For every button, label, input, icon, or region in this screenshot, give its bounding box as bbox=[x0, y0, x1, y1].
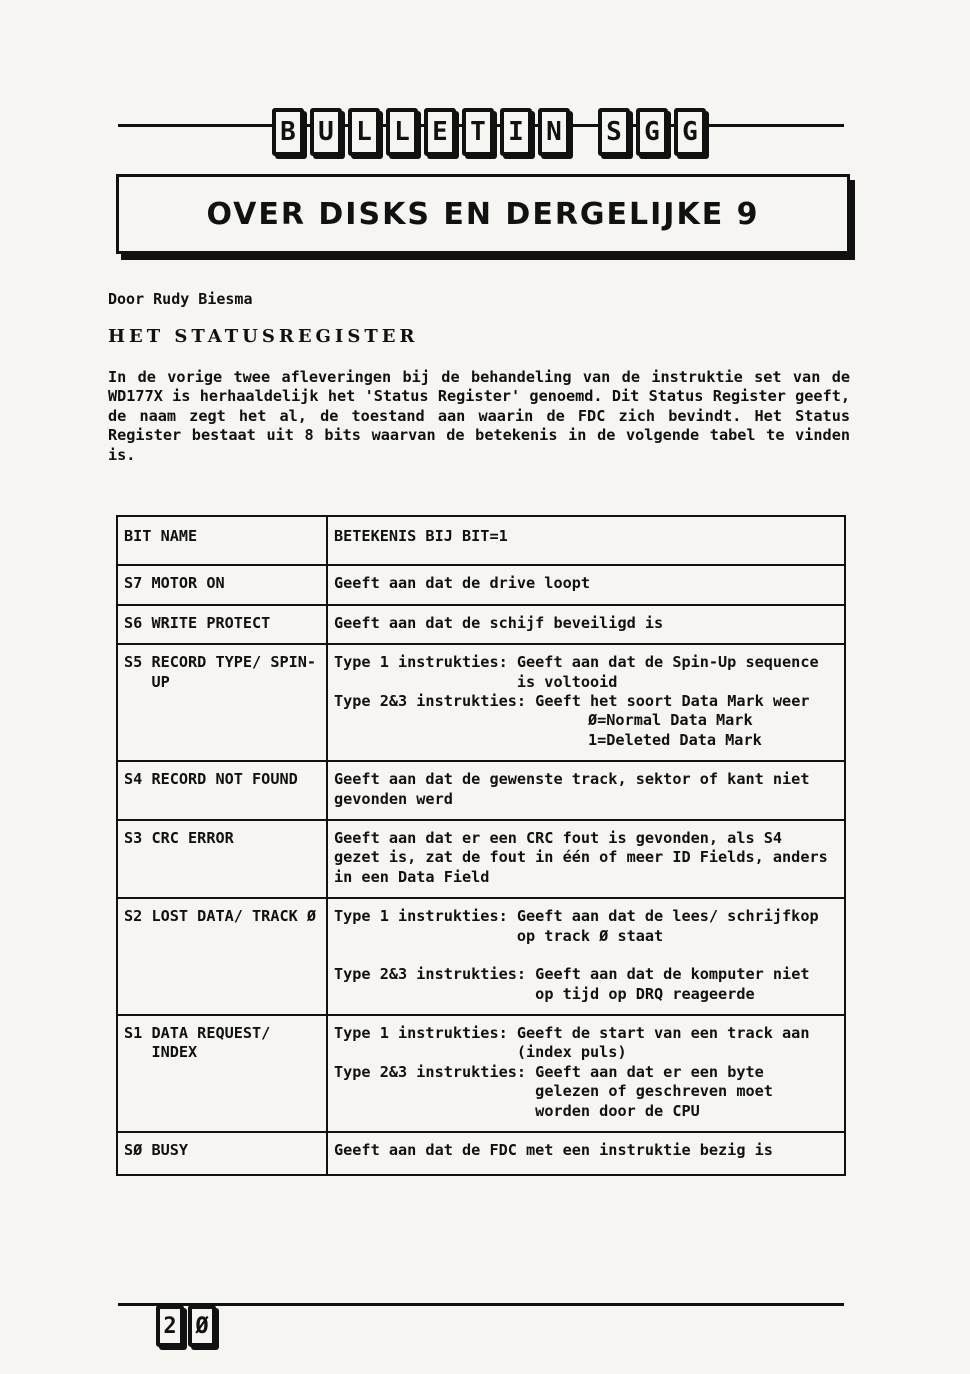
masthead-letter: S bbox=[598, 108, 630, 156]
type1-label: Type 1 instrukties: bbox=[334, 653, 517, 672]
intro-paragraph: In de vorige twee afleveringen bij de behandeling van de instruktie set van de WD177X is herhaaldelijk het 'Status Register' genoemd. Dit Status Register geeft, de naam zegt het al, de toestand aan waarin de FDC zich bevindt. Het Status Register bestaat uit 8 bits waarvan de betekenis in de volgende tabel te vinden is. bbox=[108, 368, 850, 464]
masthead-letter: G bbox=[636, 108, 668, 156]
type23-text: Geeft aan dat de komputer niet op tijd op DRQ reageerde bbox=[535, 965, 810, 1003]
bit-description: Geeft aan dat de FDC met een instruktie bezig is bbox=[327, 1132, 845, 1175]
page-number bbox=[156, 1305, 216, 1347]
article-title-box bbox=[116, 174, 850, 254]
bit-id: S1 bbox=[124, 1023, 143, 1042]
table-header-row bbox=[117, 516, 845, 565]
bit-id: S6 bbox=[124, 613, 143, 632]
article-title: OVER DISKS EN DERGELIJKE 9 bbox=[206, 196, 760, 232]
data-mark-deleted: 1=Deleted Data Mark bbox=[588, 730, 762, 749]
data-mark-normal: Ø=Normal Data Mark bbox=[588, 711, 753, 730]
type23-label: Type 2&3 instrukties: bbox=[334, 1062, 536, 1081]
table-row bbox=[117, 565, 845, 604]
bit-id: SØ bbox=[124, 1140, 143, 1159]
masthead-letter: N bbox=[538, 108, 570, 156]
masthead-logo bbox=[272, 108, 706, 156]
type23-label: Type 2&3 instrukties: bbox=[334, 692, 536, 711]
bit-name: WRITE PROTECT bbox=[151, 613, 271, 632]
table-row bbox=[117, 820, 845, 898]
section-heading: HET STATUSREGISTER bbox=[108, 326, 419, 347]
header-meaning: BETEKENIS BIJ BIT=1 bbox=[327, 516, 845, 565]
bit-description: Geeft aan dat de gewenste track, sektor of kant niet gevonden werd bbox=[327, 761, 845, 820]
bit-id: S7 bbox=[124, 574, 143, 593]
bit-id: S2 bbox=[124, 907, 143, 926]
masthead-letter: L bbox=[348, 108, 380, 156]
bottom-rule bbox=[118, 1303, 844, 1306]
bit-description: Geeft aan dat er een CRC fout is gevonden, als S4 gezet is, zat de fout in één of meer ID Fields, anders in een Data Field bbox=[327, 820, 845, 898]
type23-text: Geeft aan dat er een byte gelezen of geschreven moet worden door de CPU bbox=[535, 1062, 773, 1120]
masthead-letter: U bbox=[310, 108, 342, 156]
table-row bbox=[117, 761, 845, 820]
table-row bbox=[117, 605, 845, 644]
bit-name: BUSY bbox=[151, 1140, 189, 1159]
masthead-letter: B bbox=[272, 108, 304, 156]
status-register-table bbox=[116, 515, 846, 1176]
table-row bbox=[117, 644, 845, 761]
bit-id: S5 bbox=[124, 653, 143, 672]
page-digit: Ø bbox=[188, 1305, 216, 1347]
type1-label: Type 1 instrukties: bbox=[334, 1023, 517, 1042]
author-line: Door Rudy Biesma bbox=[108, 290, 253, 308]
bit-description: Geeft aan dat de drive loopt bbox=[327, 565, 845, 604]
type23-text: Geeft het soort Data Mark weer bbox=[535, 692, 810, 711]
masthead-letter: L bbox=[386, 108, 418, 156]
bit-name: MOTOR ON bbox=[151, 574, 225, 593]
bit-description: Geeft aan dat de schijf beveiligd is bbox=[327, 605, 845, 644]
type1-text: Geeft aan dat de Spin-Up sequence is voltooid bbox=[516, 653, 819, 691]
header-bit-name: BIT NAME bbox=[117, 516, 327, 565]
type1-text: Geeft aan dat de lees/ schrijfkop op track Ø staat bbox=[516, 907, 819, 945]
bit-id: S4 bbox=[124, 770, 143, 789]
masthead-letter: T bbox=[462, 108, 494, 156]
bit-name: RECORD TYPE/ SPIN-UP bbox=[151, 653, 317, 691]
table-row bbox=[117, 898, 845, 1015]
table-row bbox=[117, 1132, 845, 1175]
masthead-letter: I bbox=[500, 108, 532, 156]
type1-label: Type 1 instrukties: bbox=[334, 907, 517, 926]
bit-name: RECORD NOT FOUND bbox=[151, 770, 298, 789]
table-row bbox=[117, 1015, 845, 1132]
masthead-letter: E bbox=[424, 108, 456, 156]
bit-name: LOST DATA/ TRACK Ø bbox=[151, 907, 317, 926]
bit-name: CRC ERROR bbox=[151, 829, 234, 848]
type1-text: Geeft de start van een track aan (index puls) bbox=[516, 1023, 810, 1062]
page-digit: 2 bbox=[156, 1305, 184, 1347]
bit-name: DATA REQUEST/ INDEX bbox=[151, 1023, 271, 1062]
masthead-letter: G bbox=[674, 108, 706, 156]
bit-id: S3 bbox=[124, 829, 143, 848]
type23-label: Type 2&3 instrukties: bbox=[334, 965, 536, 984]
